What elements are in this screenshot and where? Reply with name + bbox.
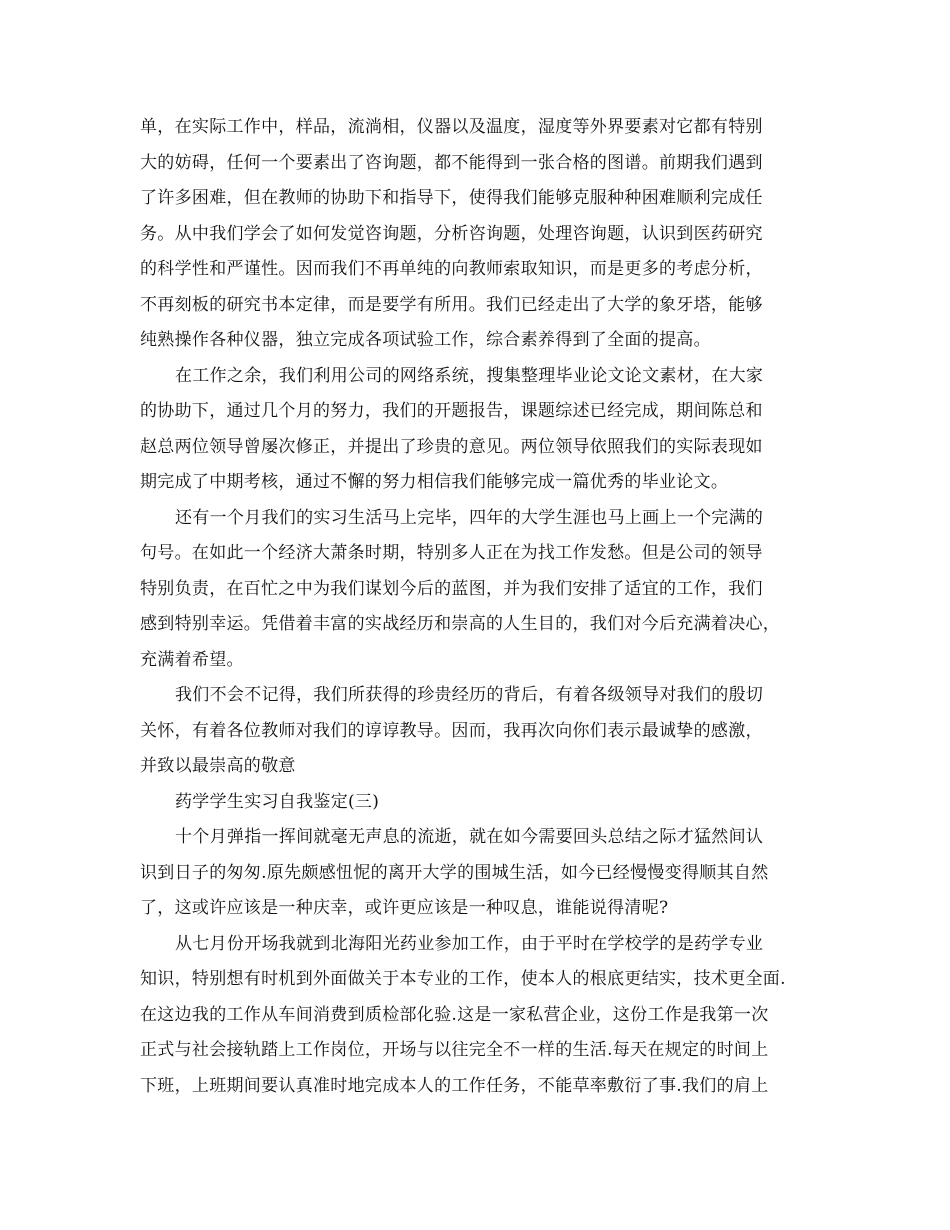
- text-line: 从七月份开场我就到北海阳光药业参加工作，由于平时在学校学的是药学专业: [175, 933, 764, 954]
- text-line: 正式与社会接轨踏上工作岗位，开场与以往完全不一样的生活.每天在规定的时间上: [140, 1040, 769, 1060]
- text-line: 识到日子的匆匆.原先颇感忸怩的离开大学的围城生活，如今已经慢慢变得顺其自然: [140, 862, 769, 883]
- text-line: 充满着希望。: [140, 649, 244, 670]
- text-line: 的科学性和严谨性。因而我们不再单纯的向教师索取知识，而是更多的考虑分析，: [140, 259, 763, 279]
- text-line: 感到特别幸运。凭借着丰富的实战经历和崇高的人生目的，我们对今后充满着决心，: [140, 614, 781, 634]
- text-line: 赵总两位领导曾屡次修正，并提出了珍贵的意见。两位领导依照我们的实际表现如: [140, 436, 763, 457]
- text-line: 务。从中我们学会了如何发觉咨询题，分析咨询题，处理咨询题，认识到医药研究: [140, 223, 763, 244]
- text-line: 期完成了中期考核，通过不懈的努力相信我们能够完成一篇优秀的毕业论文。: [140, 472, 729, 492]
- text-line: 特别负责，在百忙之中为我们谋划今后的蓝图，并为我们安排了适宜的工作，我们: [140, 578, 763, 599]
- text-line: 不再刻板的研究书本定律，而是要学有所用。我们已经走出了大学的象牙塔，能够: [140, 294, 763, 315]
- text-line: 句号。在如此一个经济大萧条时期，特别多人正在为找工作发愁。但是公司的领导: [140, 543, 763, 563]
- text-line: 知识，特别想有时机到外面做关于本专业的工作，使本人的根底更结实，技术更全面.: [140, 969, 786, 989]
- text-line: 的协助下，通过几个月的努力，我们的开题报告，课题综述已经完成，期间陈总和: [140, 401, 763, 421]
- text-line: 并致以最崇高的敬意: [140, 756, 296, 776]
- text-line: 还有一个月我们的实习生活马上完毕，四年的大学生涯也马上画上一个完满的: [175, 507, 764, 528]
- document-body: [140, 110, 815, 1104]
- text-line: 关怀，有着各位教师对我们的谆谆教导。因而，我再次向你们表示最诚挚的感激，: [140, 720, 763, 741]
- text-line: 了，这或许应该是一种庆幸，或许更应该是一种叹息，谁能说得清呢?: [140, 898, 669, 918]
- text-line: 单，在实际工作中，样品，流淌相，仪器以及温度，湿度等外界要素对它都有特别: [140, 117, 763, 137]
- text-line: 下班，上班期间要认真准时地完成本人的工作任务，不能草率敷衍了事.我们的肩上: [140, 1075, 769, 1096]
- text-line: 十个月弹指一挥间就毫无声息的流逝，就在如今需要回头总结之际才猛然间认: [175, 827, 764, 847]
- text-line: 大的妨碍，任何一个要素出了咨询题，都不能得到一张合格的图谱。前期我们遇到: [140, 152, 763, 173]
- text-line: 了许多困难，但在教师的协助下和指导下，使得我们能够克服种种困难顺利完成任: [140, 188, 763, 208]
- text-line: 药学学生实习自我鉴定(三): [175, 791, 380, 812]
- text-line: 纯熟操作各种仪器，独立完成各项试验工作，综合素养得到了全面的提高。: [140, 330, 711, 350]
- text-line: 我们不会不记得，我们所获得的珍贵经历的背后，有着各级领导对我们的殷切: [175, 685, 764, 705]
- text-line: 在工作之余，我们利用公司的网络系统，搜集整理毕业论文论文素材，在大家: [175, 365, 764, 386]
- text-line: 在这边我的工作从车间消费到质检部化验.这是一家私营企业，这份工作是我第一次: [140, 1004, 769, 1025]
